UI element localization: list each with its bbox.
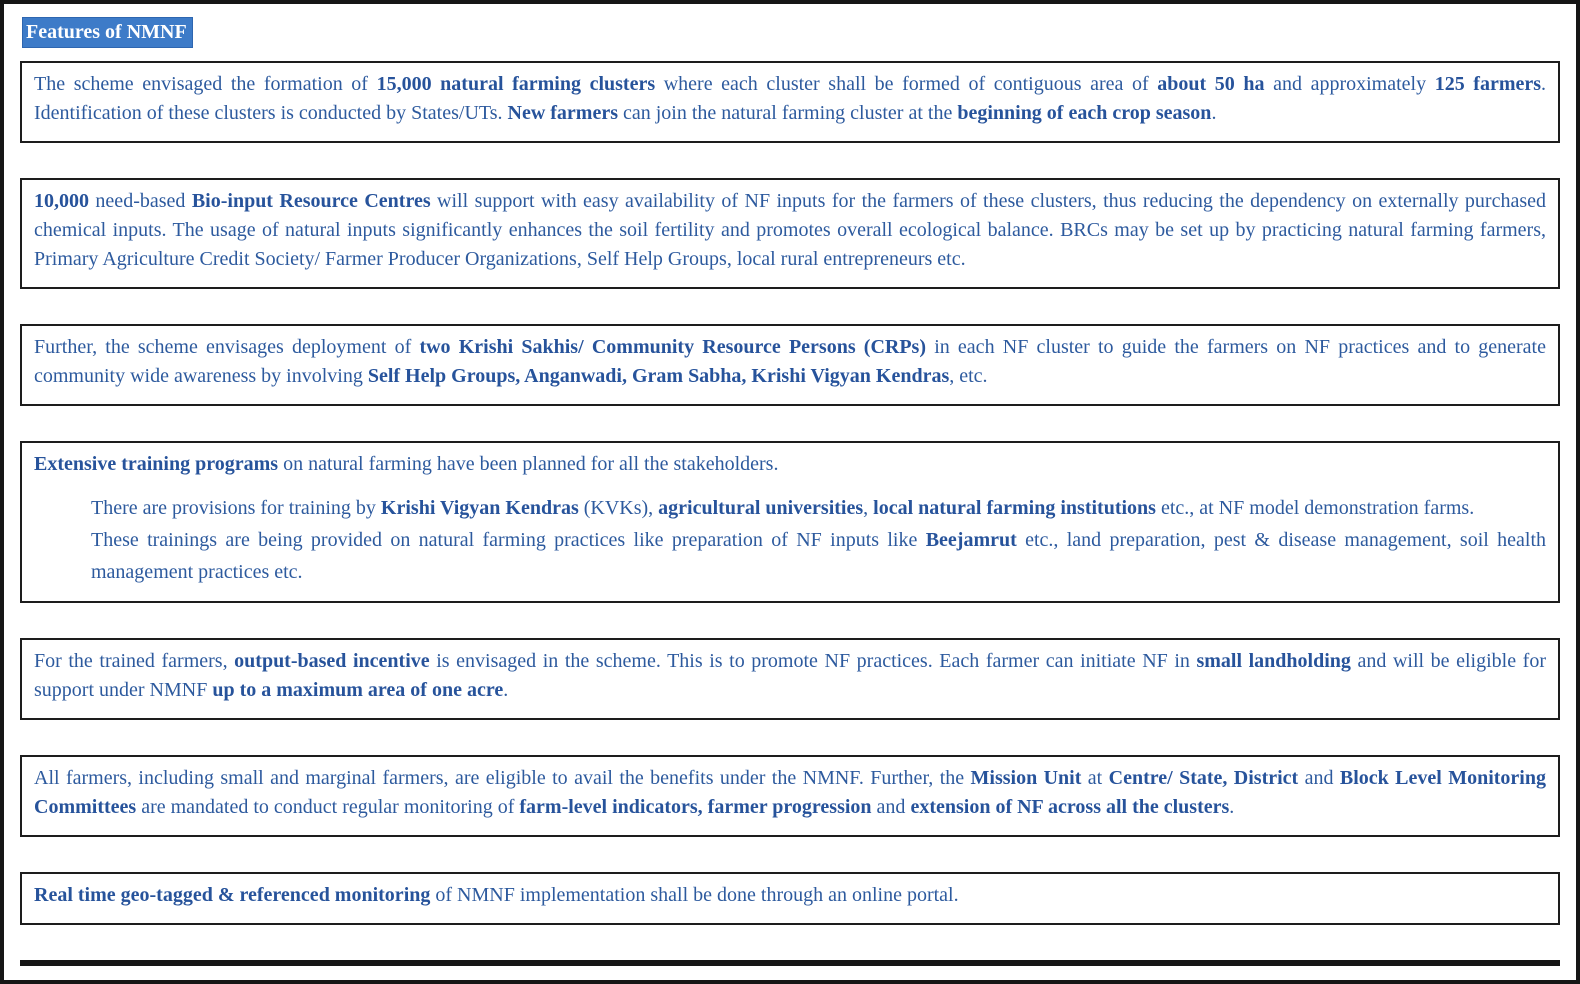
feature-box-natural-farming-clusters [20,61,1560,143]
feature-box-training-programs [20,441,1560,603]
text-run: These trainings are being provided on natural farming practices like preparation of NF inputs like [91,529,926,551]
bold-text-run: Mission Unit [970,767,1082,789]
paragraph [34,647,1546,705]
text-run: on natural farming have been planned for all the stakeholders. [278,453,779,475]
text-run: and [1298,767,1340,789]
paragraph [34,764,1546,822]
bold-text-run: beginning of each crop season [957,102,1212,124]
bold-text-run: extension of NF across all the clusters [910,796,1230,818]
next-box-top-border [20,960,1560,966]
text-run: (KVKs), [578,497,659,519]
text-run: are mandated to conduct regular monitoring of [136,796,520,818]
bold-text-run: about 50 ha [1157,73,1265,95]
text-run: . [503,679,509,701]
bold-text-run: Real time geo-tagged & referenced monitoring [34,884,431,906]
bold-text-run: output-based incentive [234,650,430,672]
text-run: will support with easy availability of NF inputs for the farmers of these clusters, thus reducing the dependency on externally purchased chemical inputs. The usage of natural inputs significantly enhances the soil fertility and promotes overall ecological balance. BRCs may be set up by practicing natural farming farmers, Primary Agriculture Credit Society/ Farmer Producer Organizations, Self Help Groups, local rural entrepreneurs etc. [34,190,1547,270]
feature-box-eligibility-and-monitoring [20,755,1560,837]
feature-boxes [20,61,1560,925]
bold-text-run: 125 farmers [1434,73,1542,95]
text-run: need-based [89,190,192,212]
text-run: Further, the scheme envisages deployment of [34,336,420,358]
bold-text-run: 10,000 [34,190,89,212]
bold-text-run: Extensive training programs [34,453,279,475]
text-run: For the trained farmers, [34,650,235,672]
paragraph [34,333,1546,391]
text-run: in each NF cluster to guide the farmers on NF practices and to generate community wide awareness by involving [34,336,1546,387]
text-run: at [1081,767,1109,789]
bold-text-run: local natural farming institutions [873,497,1156,519]
text-run: . [1229,796,1235,818]
text-run: All farmers, including small and marginal farmers, are eligible to avail the benefits under the NMNF. Further, the [34,767,971,789]
text-run: , [863,497,874,519]
paragraph [34,881,1546,910]
paragraph [34,450,1546,479]
bold-text-run: Bio-input Resource Centres [191,190,431,212]
bold-text-run: Self Help Groups, Anganwadi, Gram Sabha, Krishi Vigyan Kendras [367,365,950,387]
text-run: etc., land preparation, pest & disease management, soil health management practices etc. [91,529,1546,583]
text-run: can join the natural farming cluster at the [618,102,958,124]
text-run: etc., at NF model demonstration farms. [1155,497,1475,519]
bold-text-run: Centre/ State, District [1108,767,1299,789]
text-run: There are provisions for training by [91,497,381,519]
text-run: The scheme envisaged the formation of [34,73,377,95]
bold-text-run: agricultural universities [658,497,864,519]
bold-text-run: two Krishi Sakhis/ Community Resource Persons (CRPs) [419,336,926,358]
text-run: . Identification of these clusters is conducted by States/UTs. [34,73,1547,124]
text-run: and [871,796,911,818]
text-run: where each cluster shall be formed of contiguous area of [655,73,1158,95]
text-run: of NMNF implementation shall be done through an online portal. [430,884,959,906]
paragraph [34,70,1546,128]
feature-box-geo-tagged-monitoring [20,872,1560,925]
bold-text-run: New farmers [507,102,618,124]
feature-box-krishi-sakhis-crps [20,324,1560,406]
feature-box-bio-input-resource-centres [20,178,1560,289]
text-run: and approximately [1264,73,1435,95]
paragraph [34,492,1546,524]
bold-text-run: small landholding [1196,650,1351,672]
text-run: , etc. [949,365,988,387]
paragraph [34,524,1546,588]
page-title: Features of NMNF [22,17,193,48]
bold-text-run: Krishi Vigyan Kendras [380,497,579,519]
bold-text-run: Block Level Monitoring Committees [34,767,1546,818]
bold-text-run: up to a maximum area of one acre [212,679,504,701]
bold-text-run: 15,000 natural farming clusters [376,73,656,95]
feature-box-output-based-incentive [20,638,1560,720]
text-run: is envisaged in the scheme. This is to promote NF practices. Each farmer can initiate NF in [429,650,1197,672]
bold-text-run: Beejamrut [925,529,1017,551]
paragraph [34,187,1546,274]
bold-text-run: farm-level indicators, farmer progression [519,796,872,818]
text-run: and will be eligible for support under NMNF [34,650,1547,701]
text-run: . [1211,102,1217,124]
